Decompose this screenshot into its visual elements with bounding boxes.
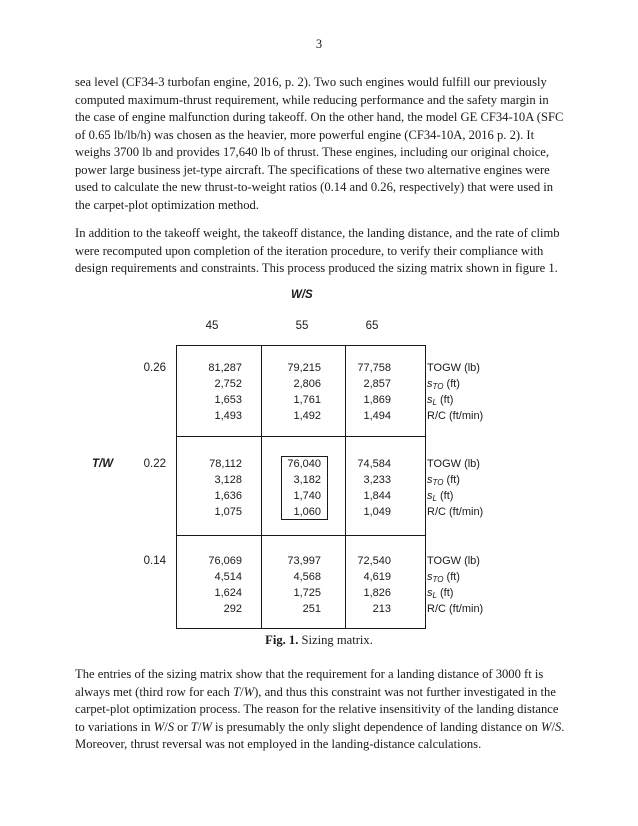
grid-line [176,535,426,536]
text-line [75,666,565,684]
text-fragment: carpet-plot optimization process. The reason for the relative insensitivity of the landing distance [75,702,559,716]
row-label-unit: (ft) [436,587,454,599]
matrix-cell-value: 1,624 [214,587,242,599]
text-line: In addition to the takeoff weight, the takeoff distance, the landing distance, and the rate of climb [75,226,560,240]
matrix-cell-value: 1,636 [214,490,242,502]
matrix-cell-value: 74,584 [357,458,391,470]
text-line [75,701,565,719]
row-label-subscript: TO [432,575,444,584]
matrix-cell-value: 1,493 [214,410,242,422]
matrix-cell-value: 2,857 [363,378,391,390]
row-label [427,362,480,374]
row-label-unit: (ft) [443,474,460,486]
paragraph-1 [75,74,565,214]
grid-line [176,628,426,629]
row-label-main: R/C (ft/min) [427,506,484,518]
ws-value-45: 45 [205,320,219,332]
matrix-cell-value: 1,844 [363,490,391,502]
paragraph-3 [75,666,565,754]
text-fragment: / [164,719,168,734]
matrix-cell-value: 78,112 [209,458,242,470]
matrix-cell-value: 3,233 [363,474,391,486]
row-label-main: s [427,490,433,502]
row-label-main: s [427,394,433,406]
text-fragment: / [551,719,555,734]
figure-caption-text: Sizing matrix. [298,633,373,647]
grid-line [425,345,426,629]
ws-value-65: 65 [365,320,379,332]
row-label [427,458,480,470]
matrix-cell-value: 213 [372,603,391,615]
text-fragment: ), and thus this constraint was not further investigated in the [254,684,556,699]
row-label [427,394,453,407]
matrix-cell-value: 1,075 [214,506,242,518]
grid-line [176,436,426,437]
row-label [427,555,480,567]
matrix-cell-value: 4,568 [293,571,321,583]
matrix-cell-value: 72,540 [357,555,391,567]
text-line: the case of engine malfunction during takeoff. On the other hand, the model GE CF34-10A (SFC [75,110,564,124]
italic-fragment: W [201,719,212,734]
row-label [427,378,460,391]
row-label-unit: (ft) [443,378,460,390]
tw-value-0.26: 0.26 [143,362,166,374]
row-label-unit: (ft) [443,571,460,583]
row-label [427,474,460,487]
row-label-main: R/C (ft/min) [427,410,484,422]
italic-fragment: W [540,719,552,734]
text-fragment: Moreover, thrust reversal was not employed in the landing-distance calculations. [75,737,482,751]
matrix-cell-value: 2,806 [293,378,321,390]
matrix-cell-value: 292 [223,603,242,615]
row-label-main: TOGW (lb) [427,458,480,470]
ws-axis-title: W/S [291,289,313,301]
row-label [427,410,483,422]
row-label-main: s [427,571,433,583]
matrix-cell-value: 3,128 [214,474,242,486]
row-label [427,587,453,600]
text-fragment: is presumably the only slight dependence of landing distance on [211,719,541,734]
matrix-cell-value: 76,069 [208,555,242,567]
text-line: sea level (CF34-3 turbofan engine, 2016, p. 2). Two such engines would fulfill our previously [75,75,547,89]
italic-fragment: T [190,719,198,734]
figure-caption [0,633,638,648]
matrix-cell-value: 81,287 [208,362,242,374]
text-line: power large business jet-type aircraft. The specifications of these two alternative engines were [75,162,550,177]
text-fragment: always met (third row for each [75,684,234,699]
matrix-cell-value: 76,040 [287,458,321,470]
row-label-main: TOGW (lb) [427,362,480,374]
grid-line [176,345,426,346]
text-fragment: / [197,719,202,734]
text-line [75,684,565,702]
matrix-cell-value: 1,740 [293,490,321,502]
paragraph-2 [75,225,565,278]
tw-value-0.22: 0.22 [143,458,166,470]
figure-label: Fig. 1. [265,633,299,647]
row-label-subscript: L [432,494,437,503]
italic-fragment: W [243,684,255,699]
text-fragment: to variations in [75,719,154,734]
row-label-main: s [427,587,433,599]
text-line: weighs 3700 lb and provides 17,640 lb of thrust. These engines, including our original choice, [75,145,550,159]
tw-axis-title: T/W [92,458,114,470]
row-label-main: s [427,378,433,390]
matrix-cell-value: 4,619 [363,571,391,583]
text-fragment: . [561,719,565,734]
matrix-cell-value: 77,758 [357,362,391,374]
grid-line [176,345,177,629]
row-label-subscript: TO [432,478,444,487]
text-line: used to calculate the new thrust-to-weight ratios (0.14 and 0.26, respectively) that were used in [75,180,554,194]
italic-fragment: W [153,719,165,734]
text-line: the carpet-plot optimization method. [75,197,259,212]
row-label-unit: (ft) [436,490,454,502]
row-label-main: R/C (ft/min) [427,603,484,615]
row-label-subscript: L [432,591,437,600]
matrix-cell-value: 1,869 [363,394,391,406]
matrix-cell-value: 251 [302,603,321,615]
matrix-cell-value: 1,826 [363,587,391,599]
matrix-cell-value: 1,653 [214,394,242,406]
row-label [427,571,460,584]
matrix-cell-value: 73,997 [287,555,321,567]
italic-fragment: S [554,719,562,734]
matrix-cell-value: 1,494 [363,410,391,422]
text-line: design requirements and constraints. This process produced the sizing matrix shown in figure 1. [75,261,558,275]
matrix-cell-value: 1,761 [293,394,321,406]
matrix-cell-value: 2,752 [214,378,242,390]
text-fragment: / [240,684,244,699]
text-line [75,736,565,754]
matrix-cell-value: 1,492 [293,410,321,422]
text-fragment: or [174,719,191,734]
matrix-cell-value: 4,514 [214,571,242,583]
matrix-cell-value: 79,215 [287,362,321,374]
row-label-unit: (ft) [436,394,454,406]
italic-fragment: T [233,684,241,699]
row-label [427,490,453,503]
row-label-subscript: L [432,398,437,407]
matrix-cell-value: 3,182 [293,474,321,486]
text-line: computed maximum-thrust requirement, while reducing performance and the safety margin in [75,92,549,107]
page-number: 3 [315,37,323,51]
row-label-main: s [427,474,433,486]
row-label-subscript: TO [432,382,444,391]
text-line [75,719,565,737]
text-line: of 0.65 lb/lb/h) was chosen as the heavier, more powerful engine (CF34-10A, 2016 p. 2). It [75,127,535,142]
text-line: were recomputed upon completion of the iteration procedure, to verify their compliance with [75,243,544,258]
ws-value-55: 55 [295,320,309,332]
matrix-cell-value: 1,060 [293,506,321,518]
row-label [427,603,483,615]
matrix-cell-value: 1,725 [293,587,321,599]
tw-value-0.14: 0.14 [143,555,166,567]
matrix-cell-value: 1,049 [363,506,391,518]
row-label [427,506,483,518]
italic-fragment: S [167,719,174,734]
row-label-main: TOGW (lb) [427,555,480,567]
text-fragment: The entries of the sizing matrix show that the requirement for a landing distance of 3000 ft is [75,667,544,681]
